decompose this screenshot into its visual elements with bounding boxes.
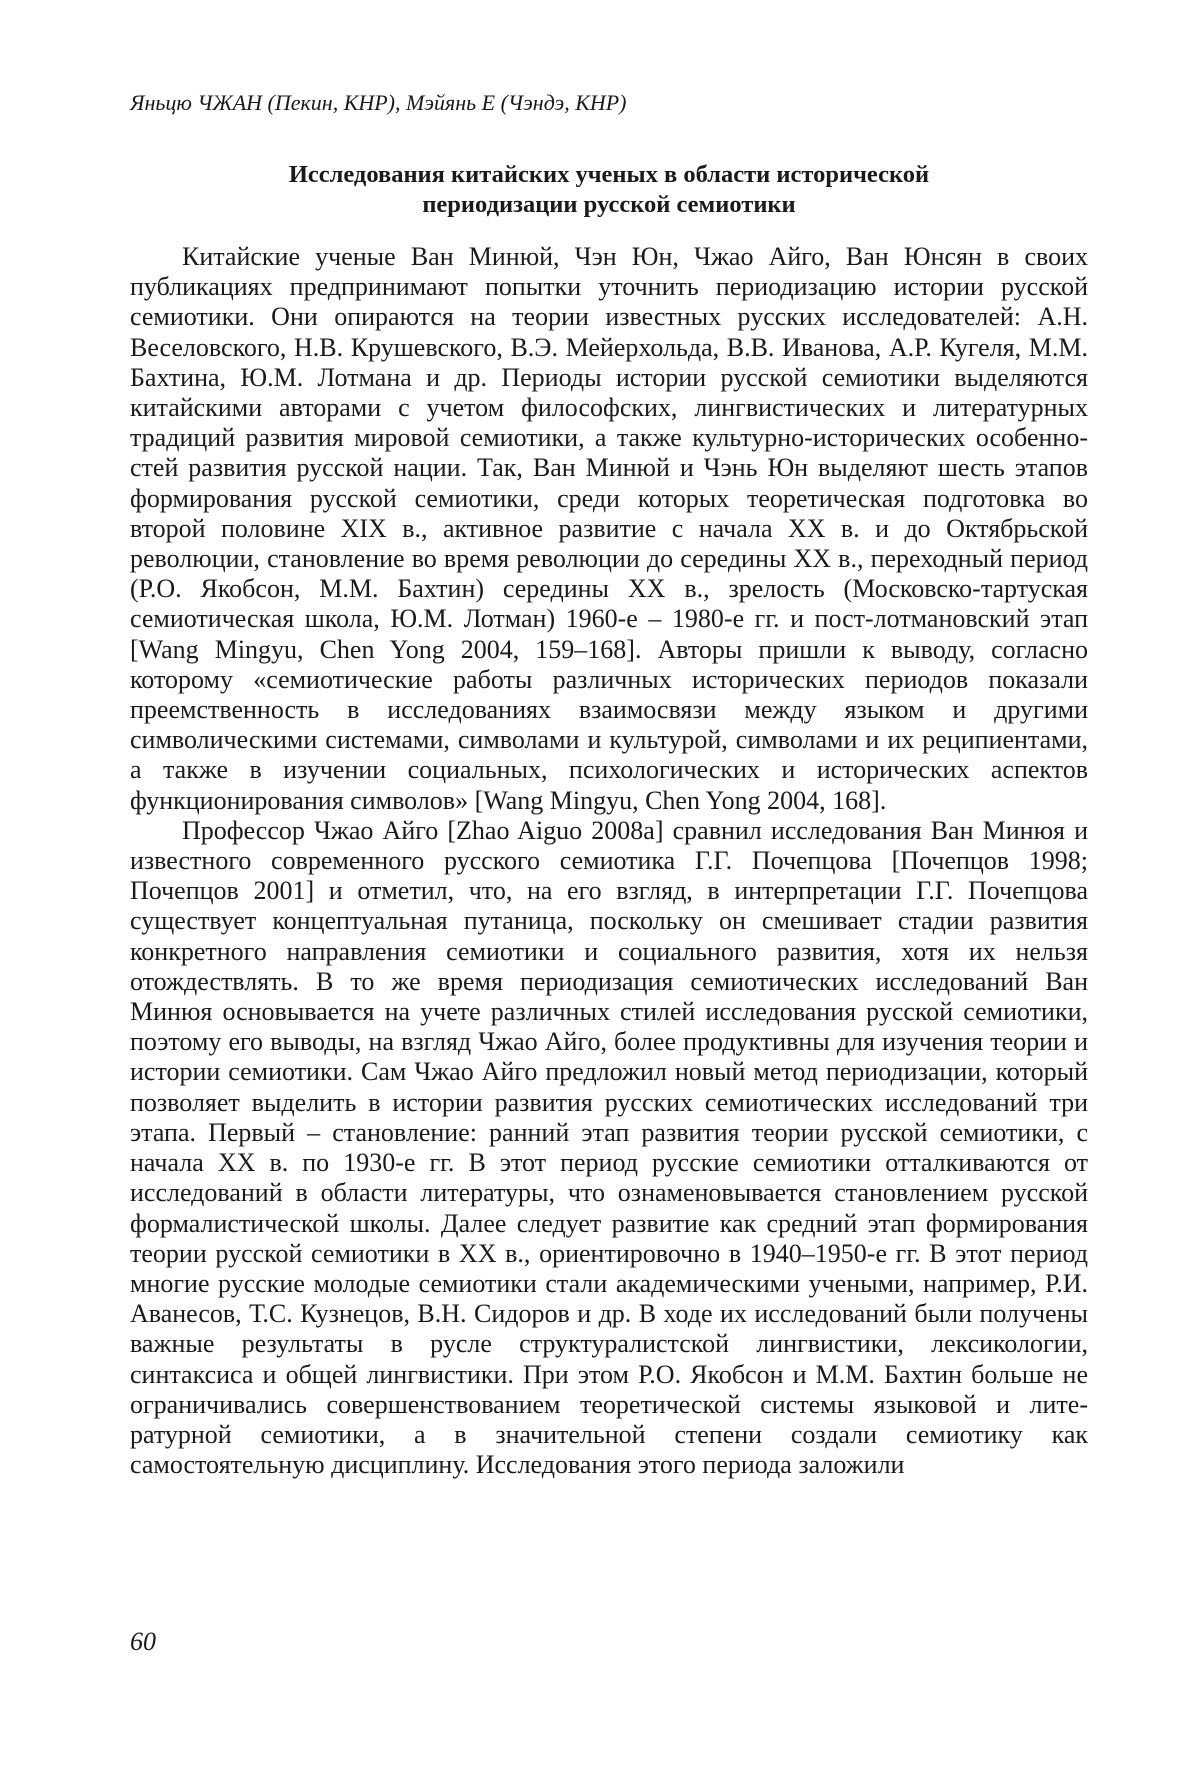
article-title	[130, 160, 1088, 220]
body-paragraph-1: Китайские ученые Ван Минюй, Чэн Юн, Чжао Айго, Ван Юнсян в своих публикациях предпринимают попытки уточнить периодизацию истории русской семиотики. Они опираются на теории известных русских исследователей: А.Н. Веселовского, Н.В. Крушевского, В.Э. Мейерхольда, В.В. Иванова, А.Р. Кугеля, М.М. Бахтина, Ю.М. Лотмана и др. Периоды истории русской семиотики выделяются китайскими авторами с учетом философских, лингвистических и литературных традиций развития мировой семиотики, а также культурно-исторических особенностей развития русской нации. Так, Ван Минюй и Чэнь Юн выделяют шесть этапов формирования русской семиотики, среди которых теоретическая подготовка во второй половине XIX в., активное развитие с начала XX в. и до Октябрьской революции, становление во время революции до середины XX в., переходный период (Р.О. Якобсон, М.М. Бахтин) середины XX в., зрелость (Московско-тартуская семиотическая школа, Ю.М. Лотман) 1960-е – 1980-е гг. и пост-лотмановский этап [Wang Mingyu, Chen Yong 2004, 159–168]. Авторы пришли к выводу, согласно которому «семиотические работы различных исторических периодов показали преемственность в исследованиях взаимосвязи между языком и другими символическими системами, символами и культурой, символами и их реципиентами, а также в изучении социальных, психологических и исторических аспектов функционирования символов» [Wang Mingyu, Chen Yong 2004, 168].	[130, 242, 1088, 815]
running-head: Яньцю ЧЖАН (Пекин, КНР), Мэйянь Е (Чэндэ, КНР)	[130, 90, 627, 115]
body-paragraph-2: Профессор Чжао Айго [Zhao Aiguo 2008a] сравнил исследования Ван Минюя и известного современного русского семиотика Г.Г. Почепцова [Почепцов 1998; Почепцов 2001] и отметил, что, на его взгляд, в интерпретации Г.Г. Почепцова существует концептуальная путаница, поскольку он смешивает стадии развития конкретного направления семиотики и социального развития, хотя их нельзя отождествлять. В то же время периодизация семиотических исследований Ван Минюя основывается на учете различных стилей исследования русской семиотики, поэтому его выводы, на взгляд Чжао Айго, более продуктивны для изучения теории и истории семиотики. Сам Чжао Айго предложил новый метод периодизации, который позволяет выделить в истории развития русских семиотических исследований три этапа. Первый – становление: ранний этап развития теории русской семиотики, с начала XX в. по 1930-е гг. В этот период русские семиотики отталкиваются от исследований в области литературы, что ознаменовывается становлением русской формалистической школы. Далее следует развитие как средний этап формирования теории русской семиотики в XX в., ориентировочно в 1940–1950-е гг. В этот период многие русские молодые семиотики стали академическими учеными, например, Р.И. Аванесов, Т.С. Кузнецов, В.Н. Сидоров и др. В ходе их исследований были получены важные результаты в русле структуралистской лингвистики, лексикологии, синтаксиса и общей лингвистики. При этом Р.О. Якобсон и М.М. Бахтин больше не ограничивались совершенствованием теоретической системы языковой и литературной семиотики, а в значительной степени создали семиотику как самостоятельную дисциплину. Исследования этого периода заложили	[130, 815, 1088, 1480]
article-title-line-2: периодизации русской семиотики	[422, 191, 796, 218]
article-title-line-1: Исследования китайских ученых в области исторической	[288, 161, 930, 188]
article-body	[130, 242, 1088, 1480]
page-number: 60	[130, 1627, 156, 1656]
page-content	[130, 88, 1088, 1480]
